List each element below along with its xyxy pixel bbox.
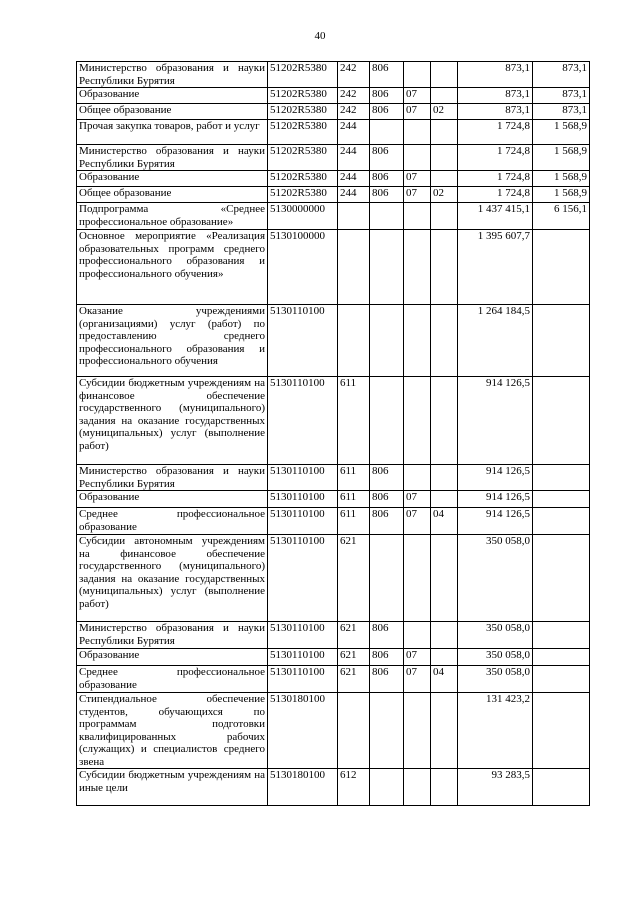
expense-type-cell — [338, 305, 370, 377]
table-row — [77, 187, 590, 203]
expense-type-cell — [338, 693, 370, 769]
target-code-cell: 51202R5380 — [268, 88, 338, 104]
amount-year2-cell — [533, 377, 590, 465]
row-name-cell: Образование — [77, 171, 268, 187]
table-row — [77, 203, 590, 230]
subsection-cell — [431, 649, 458, 666]
administrator-code-cell: 806 — [370, 62, 404, 88]
row-name-cell: Общее образование — [77, 104, 268, 120]
row-name-cell: Министерство образования и науки Республики Бурятия — [77, 622, 268, 649]
subsection-cell — [431, 305, 458, 377]
target-code-cell: 5130110100 — [268, 622, 338, 649]
row-name-cell: Субсидии бюджетным учреждениям на финансовое обеспечение государственного (муниципального) задания на оказание государственных (муниципальных) услуг (выполнение работ) — [77, 377, 268, 465]
section-cell: 07 — [404, 649, 431, 666]
expense-type-cell: 242 — [338, 88, 370, 104]
amount-year2-cell — [533, 508, 590, 535]
table-row — [77, 62, 590, 88]
administrator-code-cell: 806 — [370, 491, 404, 508]
amount-year2-cell — [533, 666, 590, 693]
administrator-code-cell — [370, 377, 404, 465]
administrator-code-cell — [370, 203, 404, 230]
amount-year2-cell — [533, 305, 590, 377]
amount-year2-cell: 1 568,9 — [533, 145, 590, 171]
administrator-code-cell — [370, 120, 404, 145]
table-row — [77, 508, 590, 535]
section-cell — [404, 377, 431, 465]
section-cell: 07 — [404, 187, 431, 203]
subsection-cell — [431, 622, 458, 649]
target-code-cell: 51202R5380 — [268, 145, 338, 171]
table-row — [77, 535, 590, 622]
table-row — [77, 693, 590, 769]
row-name-cell: Среднее профессиональное образование — [77, 666, 268, 693]
amount-year2-cell: 1 568,9 — [533, 120, 590, 145]
subsection-cell — [431, 203, 458, 230]
administrator-code-cell: 806 — [370, 88, 404, 104]
administrator-code-cell: 806 — [370, 465, 404, 491]
target-code-cell: 5130110100 — [268, 649, 338, 666]
expense-type-cell — [338, 230, 370, 305]
section-cell — [404, 145, 431, 171]
subsection-cell: 02 — [431, 104, 458, 120]
amount-year2-cell — [533, 465, 590, 491]
section-cell — [404, 305, 431, 377]
expense-type-cell: 611 — [338, 508, 370, 535]
amount-year2-cell — [533, 230, 590, 305]
amount-year1-cell: 1 395 607,7 — [458, 230, 533, 305]
subsection-cell: 04 — [431, 666, 458, 693]
amount-year2-cell: 6 156,1 — [533, 203, 590, 230]
section-cell — [404, 535, 431, 622]
row-name-cell: Министерство образования и науки Республики Бурятия — [77, 62, 268, 88]
section-cell — [404, 693, 431, 769]
expense-type-cell: 611 — [338, 491, 370, 508]
expense-type-cell: 621 — [338, 622, 370, 649]
amount-year1-cell: 93 283,5 — [458, 769, 533, 806]
section-cell: 07 — [404, 88, 431, 104]
page-number: 40 — [314, 30, 326, 42]
target-code-cell: 5130110100 — [268, 305, 338, 377]
subsection-cell — [431, 377, 458, 465]
section-cell: 07 — [404, 666, 431, 693]
subsection-cell — [431, 465, 458, 491]
table-row — [77, 305, 590, 377]
amount-year1-cell: 350 058,0 — [458, 666, 533, 693]
table-row — [77, 120, 590, 145]
subsection-cell — [431, 171, 458, 187]
row-name-cell: Основное мероприятие «Реализация образовательных программ среднего профессионального образования и профессионального обучения» — [77, 230, 268, 305]
amount-year1-cell: 131 423,2 — [458, 693, 533, 769]
target-code-cell: 5130110100 — [268, 377, 338, 465]
subsection-cell: 04 — [431, 508, 458, 535]
section-cell: 07 — [404, 104, 431, 120]
target-code-cell: 5130000000 — [268, 203, 338, 230]
table-row — [77, 649, 590, 666]
administrator-code-cell: 806 — [370, 622, 404, 649]
target-code-cell: 51202R5380 — [268, 171, 338, 187]
table-row — [77, 88, 590, 104]
amount-year1-cell: 1 724,8 — [458, 145, 533, 171]
row-name-cell: Образование — [77, 649, 268, 666]
expense-type-cell: 244 — [338, 120, 370, 145]
table-row — [77, 465, 590, 491]
expense-type-cell: 611 — [338, 465, 370, 491]
expense-type-cell: 621 — [338, 649, 370, 666]
target-code-cell: 51202R5380 — [268, 104, 338, 120]
subsection-cell — [431, 693, 458, 769]
amount-year2-cell — [533, 622, 590, 649]
amount-year1-cell: 1 724,8 — [458, 171, 533, 187]
amount-year2-cell — [533, 491, 590, 508]
table-row — [77, 622, 590, 649]
administrator-code-cell: 806 — [370, 649, 404, 666]
section-cell — [404, 62, 431, 88]
amount-year1-cell: 350 058,0 — [458, 649, 533, 666]
administrator-code-cell: 806 — [370, 187, 404, 203]
administrator-code-cell — [370, 230, 404, 305]
amount-year1-cell: 1 724,8 — [458, 187, 533, 203]
target-code-cell: 5130110100 — [268, 535, 338, 622]
subsection-cell — [431, 230, 458, 305]
subsection-cell — [431, 62, 458, 88]
subsection-cell — [431, 769, 458, 806]
amount-year1-cell: 873,1 — [458, 62, 533, 88]
section-cell: 07 — [404, 491, 431, 508]
table-row — [77, 666, 590, 693]
amount-year1-cell: 1 264 184,5 — [458, 305, 533, 377]
amount-year1-cell: 914 126,5 — [458, 465, 533, 491]
row-name-cell: Общее образование — [77, 187, 268, 203]
amount-year2-cell — [533, 649, 590, 666]
expense-type-cell: 621 — [338, 535, 370, 622]
section-cell — [404, 203, 431, 230]
amount-year2-cell: 873,1 — [533, 88, 590, 104]
expense-type-cell: 244 — [338, 145, 370, 171]
amount-year2-cell: 1 568,9 — [533, 171, 590, 187]
amount-year2-cell: 873,1 — [533, 62, 590, 88]
table-row — [77, 491, 590, 508]
row-name-cell: Образование — [77, 88, 268, 104]
amount-year2-cell: 873,1 — [533, 104, 590, 120]
section-cell — [404, 769, 431, 806]
amount-year1-cell: 1 437 415,1 — [458, 203, 533, 230]
section-cell: 07 — [404, 171, 431, 187]
administrator-code-cell: 806 — [370, 104, 404, 120]
amount-year2-cell — [533, 693, 590, 769]
amount-year1-cell: 873,1 — [458, 104, 533, 120]
table-row — [77, 104, 590, 120]
target-code-cell: 5130180100 — [268, 693, 338, 769]
expense-type-cell: 244 — [338, 187, 370, 203]
row-name-cell: Подпрограмма «Среднее профессиональное образование» — [77, 203, 268, 230]
amount-year2-cell — [533, 535, 590, 622]
amount-year1-cell: 350 058,0 — [458, 622, 533, 649]
administrator-code-cell — [370, 535, 404, 622]
row-name-cell: Министерство образования и науки Республики Бурятия — [77, 465, 268, 491]
section-cell — [404, 465, 431, 491]
administrator-code-cell — [370, 693, 404, 769]
administrator-code-cell: 806 — [370, 508, 404, 535]
target-code-cell: 5130100000 — [268, 230, 338, 305]
subsection-cell — [431, 145, 458, 171]
target-code-cell: 5130110100 — [268, 666, 338, 693]
amount-year1-cell: 914 126,5 — [458, 377, 533, 465]
administrator-code-cell — [370, 305, 404, 377]
subsection-cell — [431, 88, 458, 104]
row-name-cell: Министерство образования и науки Республики Бурятия — [77, 145, 268, 171]
expense-type-cell: 611 — [338, 377, 370, 465]
target-code-cell: 5130110100 — [268, 465, 338, 491]
expense-type-cell: 242 — [338, 104, 370, 120]
amount-year1-cell: 914 126,5 — [458, 491, 533, 508]
amount-year1-cell: 914 126,5 — [458, 508, 533, 535]
row-name-cell: Образование — [77, 491, 268, 508]
section-cell — [404, 622, 431, 649]
target-code-cell: 5130180100 — [268, 769, 338, 806]
subsection-cell — [431, 491, 458, 508]
table-row — [77, 377, 590, 465]
section-cell: 07 — [404, 508, 431, 535]
administrator-code-cell: 806 — [370, 171, 404, 187]
target-code-cell: 51202R5380 — [268, 120, 338, 145]
subsection-cell: 02 — [431, 187, 458, 203]
subsection-cell — [431, 535, 458, 622]
target-code-cell: 5130110100 — [268, 491, 338, 508]
row-name-cell: Субсидии бюджетным учреждениям на иные цели — [77, 769, 268, 806]
table-row — [77, 769, 590, 806]
target-code-cell: 51202R5380 — [268, 62, 338, 88]
expense-type-cell: 242 — [338, 62, 370, 88]
subsection-cell — [431, 120, 458, 145]
expense-type-cell: 621 — [338, 666, 370, 693]
administrator-code-cell: 806 — [370, 145, 404, 171]
target-code-cell: 51202R5380 — [268, 187, 338, 203]
table-row — [77, 230, 590, 305]
budget-table — [76, 61, 590, 806]
table-row — [77, 145, 590, 171]
row-name-cell: Оказание учреждениями (организациями) услуг (работ) по предоставлению среднего профессионального образования и профессионального обучения — [77, 305, 268, 377]
amount-year1-cell: 1 724,8 — [458, 120, 533, 145]
expense-type-cell — [338, 203, 370, 230]
row-name-cell: Среднее профессиональное образование — [77, 508, 268, 535]
amount-year1-cell: 350 058,0 — [458, 535, 533, 622]
row-name-cell: Прочая закупка товаров, работ и услуг — [77, 120, 268, 145]
expense-type-cell: 612 — [338, 769, 370, 806]
row-name-cell: Стипендиальное обеспечение студентов, обучающихся по программам подготовки квалифицированных рабочих (служащих) и специалистов среднего звена — [77, 693, 268, 769]
amount-year1-cell: 873,1 — [458, 88, 533, 104]
row-name-cell: Субсидии автономным учреждениям на финансовое обеспечение государственного (муниципального) задания на оказание государственных (муниципальных) услуг (выполнение работ) — [77, 535, 268, 622]
amount-year2-cell — [533, 769, 590, 806]
expense-type-cell: 244 — [338, 171, 370, 187]
administrator-code-cell — [370, 769, 404, 806]
section-cell — [404, 230, 431, 305]
target-code-cell: 5130110100 — [268, 508, 338, 535]
amount-year2-cell: 1 568,9 — [533, 187, 590, 203]
administrator-code-cell: 806 — [370, 666, 404, 693]
section-cell — [404, 120, 431, 145]
table-row — [77, 171, 590, 187]
